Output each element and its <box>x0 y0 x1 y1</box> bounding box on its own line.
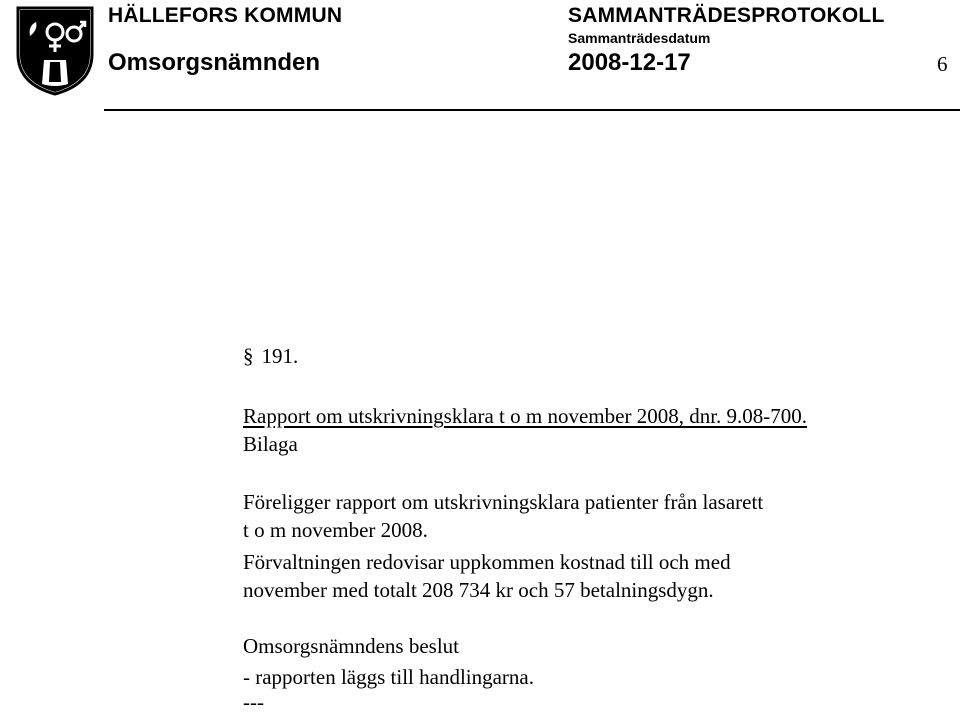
section-separator: --- <box>243 690 264 714</box>
section-number: 191. <box>261 344 299 368</box>
decision-text: - rapporten läggs till handlingarna. <box>243 665 534 689</box>
section-number-line <box>243 344 298 368</box>
committee-name: Omsorgsnämnden <box>108 49 321 76</box>
body-text-line: Föreligger rapport om utskrivningsklara patienter från lasarett <box>243 490 764 514</box>
attachment-label: Bilaga <box>243 432 298 456</box>
document-type: SAMMANTRÄDESPROTOKOLL <box>568 4 885 27</box>
body-text-line: t o m november 2008. <box>243 518 428 542</box>
paragraph-sign: § <box>243 344 254 368</box>
municipality-name: HÄLLEFORS KOMMUN <box>108 4 343 27</box>
body-text-line: Förvaltningen redovisar uppkommen kostnad till och med <box>243 550 731 574</box>
header-divider <box>104 109 960 111</box>
date-label: Sammanträdesdatum <box>568 30 711 46</box>
meeting-date: 2008-12-17 <box>568 49 691 76</box>
page-number: 6 <box>937 52 948 76</box>
decision-heading: Omsorgsnämndens beslut <box>243 634 460 658</box>
section-title: Rapport om utskrivningsklara t o m november 2008, dnr. 9.08-700. <box>243 404 808 428</box>
municipal-coat-of-arms-icon <box>14 4 96 96</box>
body-text-line: november med totalt 208 734 kr och 57 betalningsdygn. <box>243 578 714 602</box>
